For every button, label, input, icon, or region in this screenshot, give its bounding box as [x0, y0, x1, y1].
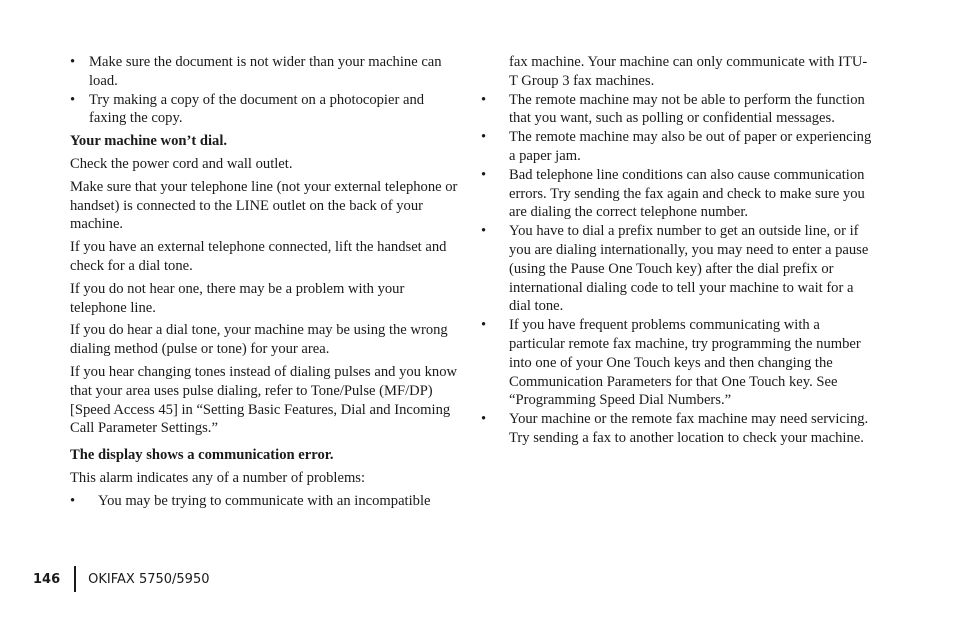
list-item: • Try making a copy of the document on a photocopier and faxing the copy.: [70, 91, 425, 127]
paragraph: This alarm indicates any of a number of problems:: [70, 469, 366, 486]
bullet-icon: •: [70, 91, 76, 108]
right-column: [481, 53, 873, 452]
list-item: • If you have frequent problems communicating with a particular remote fax machine, try programming the number into one of your One Touch keys and then changing the Communication Parameters for that One Touch key. See “Programming Speed Dial Numbers.”: [481, 317, 861, 409]
bullet-icon: •: [481, 166, 487, 183]
paragraph: Check the power cord and wall outlet.: [70, 155, 293, 172]
bullet-icon: •: [70, 54, 76, 70]
bullet-icon: •: [481, 411, 487, 428]
paragraph: Make sure that your telephone line (not your external telephone or handset) is connected to the LINE outlet on the back of your machine.: [70, 178, 458, 233]
list-item: • Your machine or the remote fax machine may need servicing. Try sending a fax to another location to check your machine.: [481, 411, 869, 446]
list-item: • Bad telephone line conditions can also cause communication errors. Try sending the fax again and check to make sure you are dialing the correct telephone number.: [481, 166, 865, 221]
footer-divider: [74, 566, 76, 592]
list-item-continuation: fax machine. Your machine can only communicate with ITU-T Group 3 fax machines.: [509, 54, 868, 89]
list-item: • You may be trying to communicate with an incompatible: [70, 492, 431, 509]
list-item: • Make sure the document is not wider than your machine can load.: [70, 54, 442, 89]
problems-list-start: [70, 492, 462, 511]
product-name: OKIFAX 5750/5950: [88, 571, 210, 587]
paragraph: If you have an external telephone connected, lift the handset and check for a dial tone.: [70, 239, 447, 274]
paragraph: If you do hear a dial tone, your machine may be using the wrong dialing method (pulse or tone) for your area.: [70, 322, 448, 358]
bullet-icon: •: [70, 492, 76, 509]
paragraph: If you hear changing tones instead of dialing pulses and you know that your area uses pulse dialing, refer to Tone/Pulse (MF/DP) [Speed Access 45] in “Setting Basic Features, Dial and Incoming Call Parameter Settings.”: [70, 363, 458, 437]
list-item: • The remote machine may also be out of paper or experiencing a paper jam.: [481, 129, 872, 164]
left-column: [70, 53, 462, 515]
list-item: • You have to dial a prefix number to get an outside line, or if you are dialing internationally, you may need to enter a pause (using the Pause One Touch key) after the dial prefix or international dialing code to tell your machine to wait for a dial tone.: [481, 223, 869, 315]
section-heading-wont-dial: Your machine won’t dial.: [70, 133, 228, 150]
section-heading-comm-error: The display shows a communication error.: [70, 447, 334, 464]
problems-list: [481, 91, 873, 448]
list-item: • The remote machine may not be able to perform the function that you want, such as polling or confidential messages.: [481, 91, 865, 127]
bullet-icon: •: [481, 317, 487, 334]
bullet-icon: •: [481, 129, 487, 146]
doc-tips-list: [70, 53, 462, 128]
page-footer: [33, 566, 210, 592]
bullet-icon: •: [481, 223, 487, 240]
paragraph: If you do not hear one, there may be a problem with your telephone line.: [70, 280, 405, 316]
bullet-icon: •: [481, 91, 487, 108]
page-number: 146: [33, 571, 61, 587]
